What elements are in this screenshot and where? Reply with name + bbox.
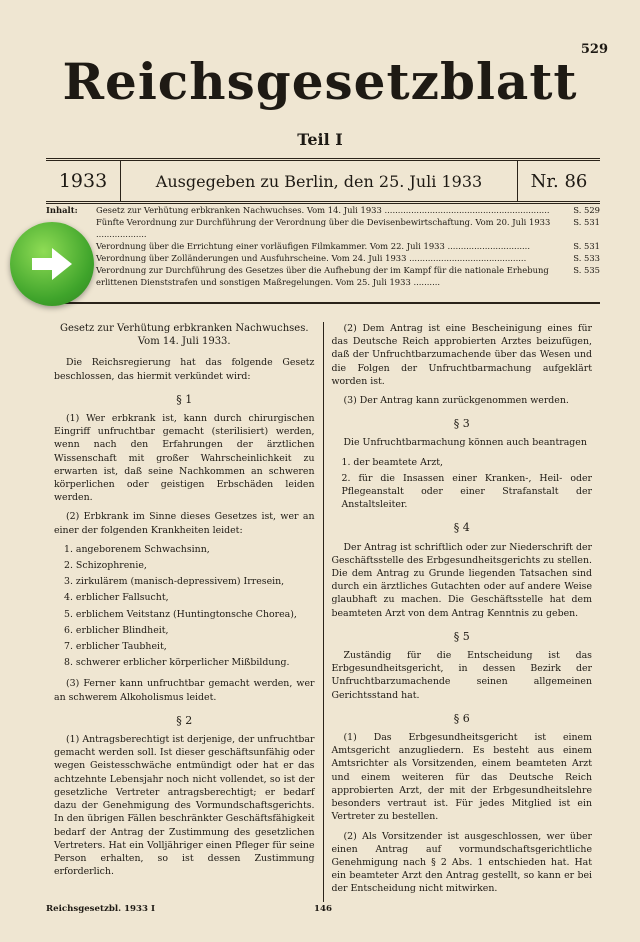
paragraph: (2) Erbkrank im Sinne dieses Gesetzes ist, wer an einer der folgenden Krankheiten leidet: — [54, 511, 315, 536]
toc-row — [46, 216, 600, 240]
list-item: 5. erblichem Veitstanz (Huntingtonsche Chorea), — [64, 608, 297, 620]
next-page-button[interactable] — [10, 222, 94, 306]
toc-page: S. 529 — [573, 205, 600, 215]
paragraph: (3) Der Antrag kann zurückgenommen werden. — [343, 395, 569, 407]
section-heading: § 1 — [176, 392, 193, 406]
toc-page: S. 531 — [573, 241, 600, 251]
toc-entry: Verordnung über die Errichtung einer vorläufigen Filmkammer. Vom 22. Juli 1933 ............................... — [96, 241, 530, 251]
list-item: 1. der beamtete Arzt, — [341, 456, 444, 468]
section-heading: § 3 — [453, 417, 470, 431]
paragraph: (2) Als Vorsitzender ist ausgeschlossen, wer über einen Antrag auf vormundschaftsgerichtliche Genehmigung nach § 2 Abs. 1 entschieden hat. Hat ein beamteter Arzt den Antrag gestellt, so kann er bei der Entscheidung nicht mitwirken. — [331, 830, 592, 895]
left-column — [46, 322, 323, 902]
footer-source: Reichsgesetzbl. 1933 I — [46, 904, 156, 914]
issue-number: Nr. 86 — [530, 170, 588, 192]
masthead-title: Reichsgesetzblatt — [62, 52, 578, 111]
section-heading: § 6 — [453, 711, 470, 725]
table-of-contents — [46, 204, 600, 288]
section-heading: § 4 — [453, 521, 470, 535]
right-column — [324, 322, 601, 902]
section-heading: § 5 — [453, 629, 470, 643]
toc-row — [46, 204, 600, 216]
footer-sheet-number: 146 — [314, 904, 332, 914]
toc-entry: Verordnung zur Durchführung des Gesetzes über die Aufhebung der im Kampf für die nationale Erhebung erlittenen Dienststrafen und sonstigen Maßregelungen. Vom 25. Juli 1933 .......... — [96, 265, 549, 287]
issue-bar — [46, 158, 600, 204]
arrow-right-icon — [30, 246, 74, 282]
preamble: Die Reichsregierung hat das folgende Gesetz beschlossen, das hiermit verkündet wird: — [54, 357, 315, 382]
law-date: Vom 14. Juli 1933. — [137, 336, 231, 348]
list-item: 4. erblicher Fallsucht, — [64, 592, 169, 604]
toc-entry: Gesetz zur Verhütung erbkranken Nachwuchses. Vom 14. Juli 1933 .............................................................. — [96, 205, 550, 215]
page-number: 529 — [580, 42, 608, 57]
toc-row — [46, 240, 600, 252]
issue-year: 1933 — [46, 161, 121, 201]
divider — [46, 302, 600, 304]
section-heading: § 2 — [176, 713, 193, 727]
body-columns — [46, 322, 600, 902]
paragraph: (1) Das Erbgesundheitsgericht ist einem Amtsgericht anzugliedern. Es besteht aus einem Amtsrichter als Vorsitzenden, einem beamteten Arzt und einem weiteren für das Deutsche Reich approbierten Arzt, der mit der Erbgesundheitslehre besonders vertraut ist. Für jedes Mitglied ist ein Vertreter zu bestellen. — [331, 732, 592, 823]
paragraph: Die Unfruchtbarmachung können auch beantragen — [343, 437, 587, 449]
paragraph: (3) Ferner kann unfruchtbar gemacht werden, wer an schwerem Alkoholismus leidet. — [54, 678, 315, 703]
list-item: 3. zirkulärem (manisch-depressivem) Irresein, — [64, 576, 285, 588]
list-item: 2. Schizophrenie, — [64, 560, 147, 572]
list-item: 1. angeborenem Schwachsinn, — [64, 543, 210, 555]
paragraph: (1) Wer erbkrank ist, kann durch chirurgischen Eingriff unfruchtbar gemacht (sterilisiert) werden, wenn nach den Erfahrungen der ärztlichen Wissenschaft mit großer Wahrscheinlichkeit zu erwarten ist, daß seine Nachkommen an schweren körperlichen oder geistigen Erbschäden leiden werden. — [54, 413, 315, 504]
part-label: Teil I — [297, 130, 343, 149]
paragraph: (1) Antragsberechtigt ist derjenige, der unfruchtbar gemacht werden soll. Ist dieser geschäftsunfähig oder wegen Geistesschwäche entmündigt oder hat er das achtzehnte Lebensjahr noch nicht vollendet, so ist der gesetzliche Vertreter antragsberechtigt; er bedarf dazu der Genehmigung des Vormundschaftsgerichts. In den übrigen Fällen beschränkter Geschäftsfähigkeit bedarf der Antrag der Zustimmung des gesetzlichen Vertreters. Hat ein Volljähriger einen Pfleger für seine Person erhalten, so ist dessen Zustimmung erforderlich. — [54, 734, 315, 878]
issue-date: Ausgegeben zu Berlin, den 25. Juli 1933 — [121, 161, 518, 201]
page-footer — [46, 904, 600, 914]
toc-page: S. 531 — [573, 217, 600, 227]
paragraph: Der Antrag ist schriftlich oder zur Niederschrift der Geschäftsstelle des Erbgesundheitsgerichts zu stellen. Die dem Antrag zu Grunde liegenden Tatsachen sind durch ein ärztliches Gutachten oder auf andere Weise glaubhaft zu machen. Die Geschäftsstelle hat dem beamteten Arzt von dem Antrag Kenntnis zu geben. — [331, 541, 592, 619]
toc-page: S. 533 — [573, 253, 600, 263]
paragraph: (2) Dem Antrag ist eine Bescheinigung eines für das Deutsche Reich approbierten Arztes beizufügen, daß der Unfruchtbarzumachende über das Wesen und die Folgen der Unfruchtbarmachung aufgeklärt worden ist. — [331, 323, 592, 387]
list-item: 8. schwerer erblicher körperlicher Mißbildung. — [64, 657, 290, 669]
law-title: Gesetz zur Verhütung erbkranken Nachwuchses. — [59, 323, 309, 334]
toc-entry: Verordnung über Zolländerungen und Ausfuhrscheine. Vom 24. Juli 1933 ............................................ — [96, 253, 527, 263]
list-item: 7. erblicher Taubheit, — [64, 641, 167, 653]
paragraph: Zuständig für die Entscheidung ist das Erbgesundheitsgericht, in dessen Bezirk der Unfruchtbarzumachende seinen allgemeinen Gerichtsstand hat. — [331, 650, 592, 701]
toc-page: S. 535 — [573, 265, 600, 275]
toc-row — [46, 252, 600, 264]
toc-lead: Inhalt: — [46, 205, 78, 215]
list-item: 2. für die Insassen einer Kranken-, Heil- oder Pflegeanstalt oder einer Strafanstalt der Anstaltsleiter. — [341, 472, 592, 511]
toc-entry: Fünfte Verordnung zur Durchführung der Verordnung über die Devisenbewirtschaftung. Vom 20. Juli 1933 ................... — [96, 217, 551, 239]
list-item: 6. erblicher Blindheit, — [64, 624, 169, 636]
toc-row — [46, 264, 600, 288]
